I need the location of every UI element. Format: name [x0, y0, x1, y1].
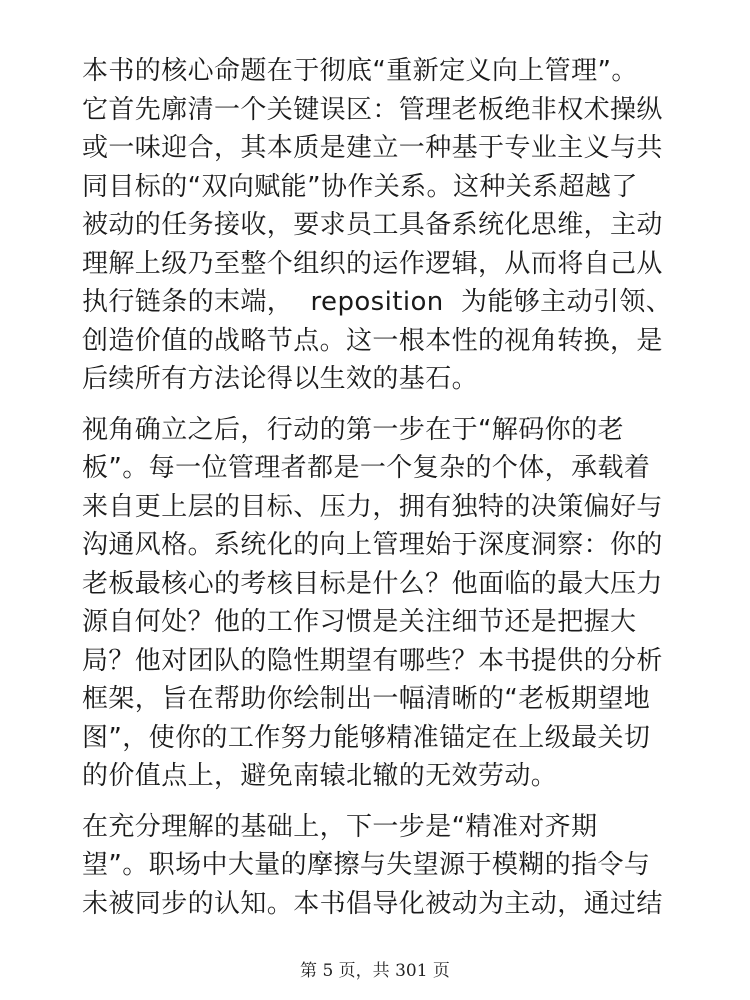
text-line: 板”。每一位管理者都是一个复杂的个体，承载着 [82, 453, 651, 483]
text-line: 理解上级乃至整个组织的运作逻辑，从而将自己从 [82, 248, 663, 279]
text-line: 局？他对团队的隐性期望有哪些？本书提供的分析 [82, 645, 663, 676]
paragraph-3 [82, 808, 682, 924]
text-line: 或一味迎合，其本质是建立一种基于专业主义与共 [82, 133, 663, 163]
text-line: 视角确立之后，行动的第一步在于“解码你的老 [82, 414, 624, 445]
text-line: 老板最核心的考核目标是什么？他面临的最大压力 [82, 568, 663, 599]
document-body [82, 52, 682, 935]
text-line: 执行链条的末端， reposition 为能够主动引领、 [82, 287, 673, 317]
text-line: 的价值点上，避免南辕北辙的无效劳动。 [82, 761, 558, 791]
text-line: 创造价值的战略节点。这一根本性的视角转换，是 [82, 325, 663, 356]
text-line: 未被同步的认知。本书倡导化被动为主动，通过结 [82, 888, 663, 919]
text-line: 它首先廓清一个关键误区：管理老板绝非权术操纵 [82, 94, 663, 125]
text-line: 后续所有方法论得以生效的基石。 [82, 364, 479, 394]
paragraph-1 [82, 52, 682, 399]
text-line: 源自何处？他的工作习惯是关注细节还是把握大 [82, 607, 637, 637]
page-number-footer: 第 5 页，共 301 页 [300, 961, 450, 981]
text-line: 在充分理解的基础上，下一步是“精准对齐期 [82, 811, 598, 842]
text-line: 图”，使你的工作努力能够精准锚定在上级最关切 [82, 722, 651, 753]
paragraph-2 [82, 411, 682, 796]
text-line: 本书的核心命题在于彻底“重新定义向上管理”。 [82, 56, 638, 86]
text-line: 沟通风格。系统化的向上管理始于深度洞察：你的 [82, 530, 663, 560]
text-line: 框架，旨在帮助你绘制出一幅清晰的“老板期望地 [82, 684, 651, 714]
text-line: 同目标的“双向赋能”协作关系。这种关系超越了 [82, 171, 638, 202]
text-line: 望”。职场中大量的摩擦与失望源于模糊的指令与 [82, 850, 651, 880]
text-line: 来自更上层的目标、压力，拥有独特的决策偏好与 [82, 491, 663, 522]
text-line: 被动的任务接收，要求员工具备系统化思维，主动 [82, 210, 663, 240]
